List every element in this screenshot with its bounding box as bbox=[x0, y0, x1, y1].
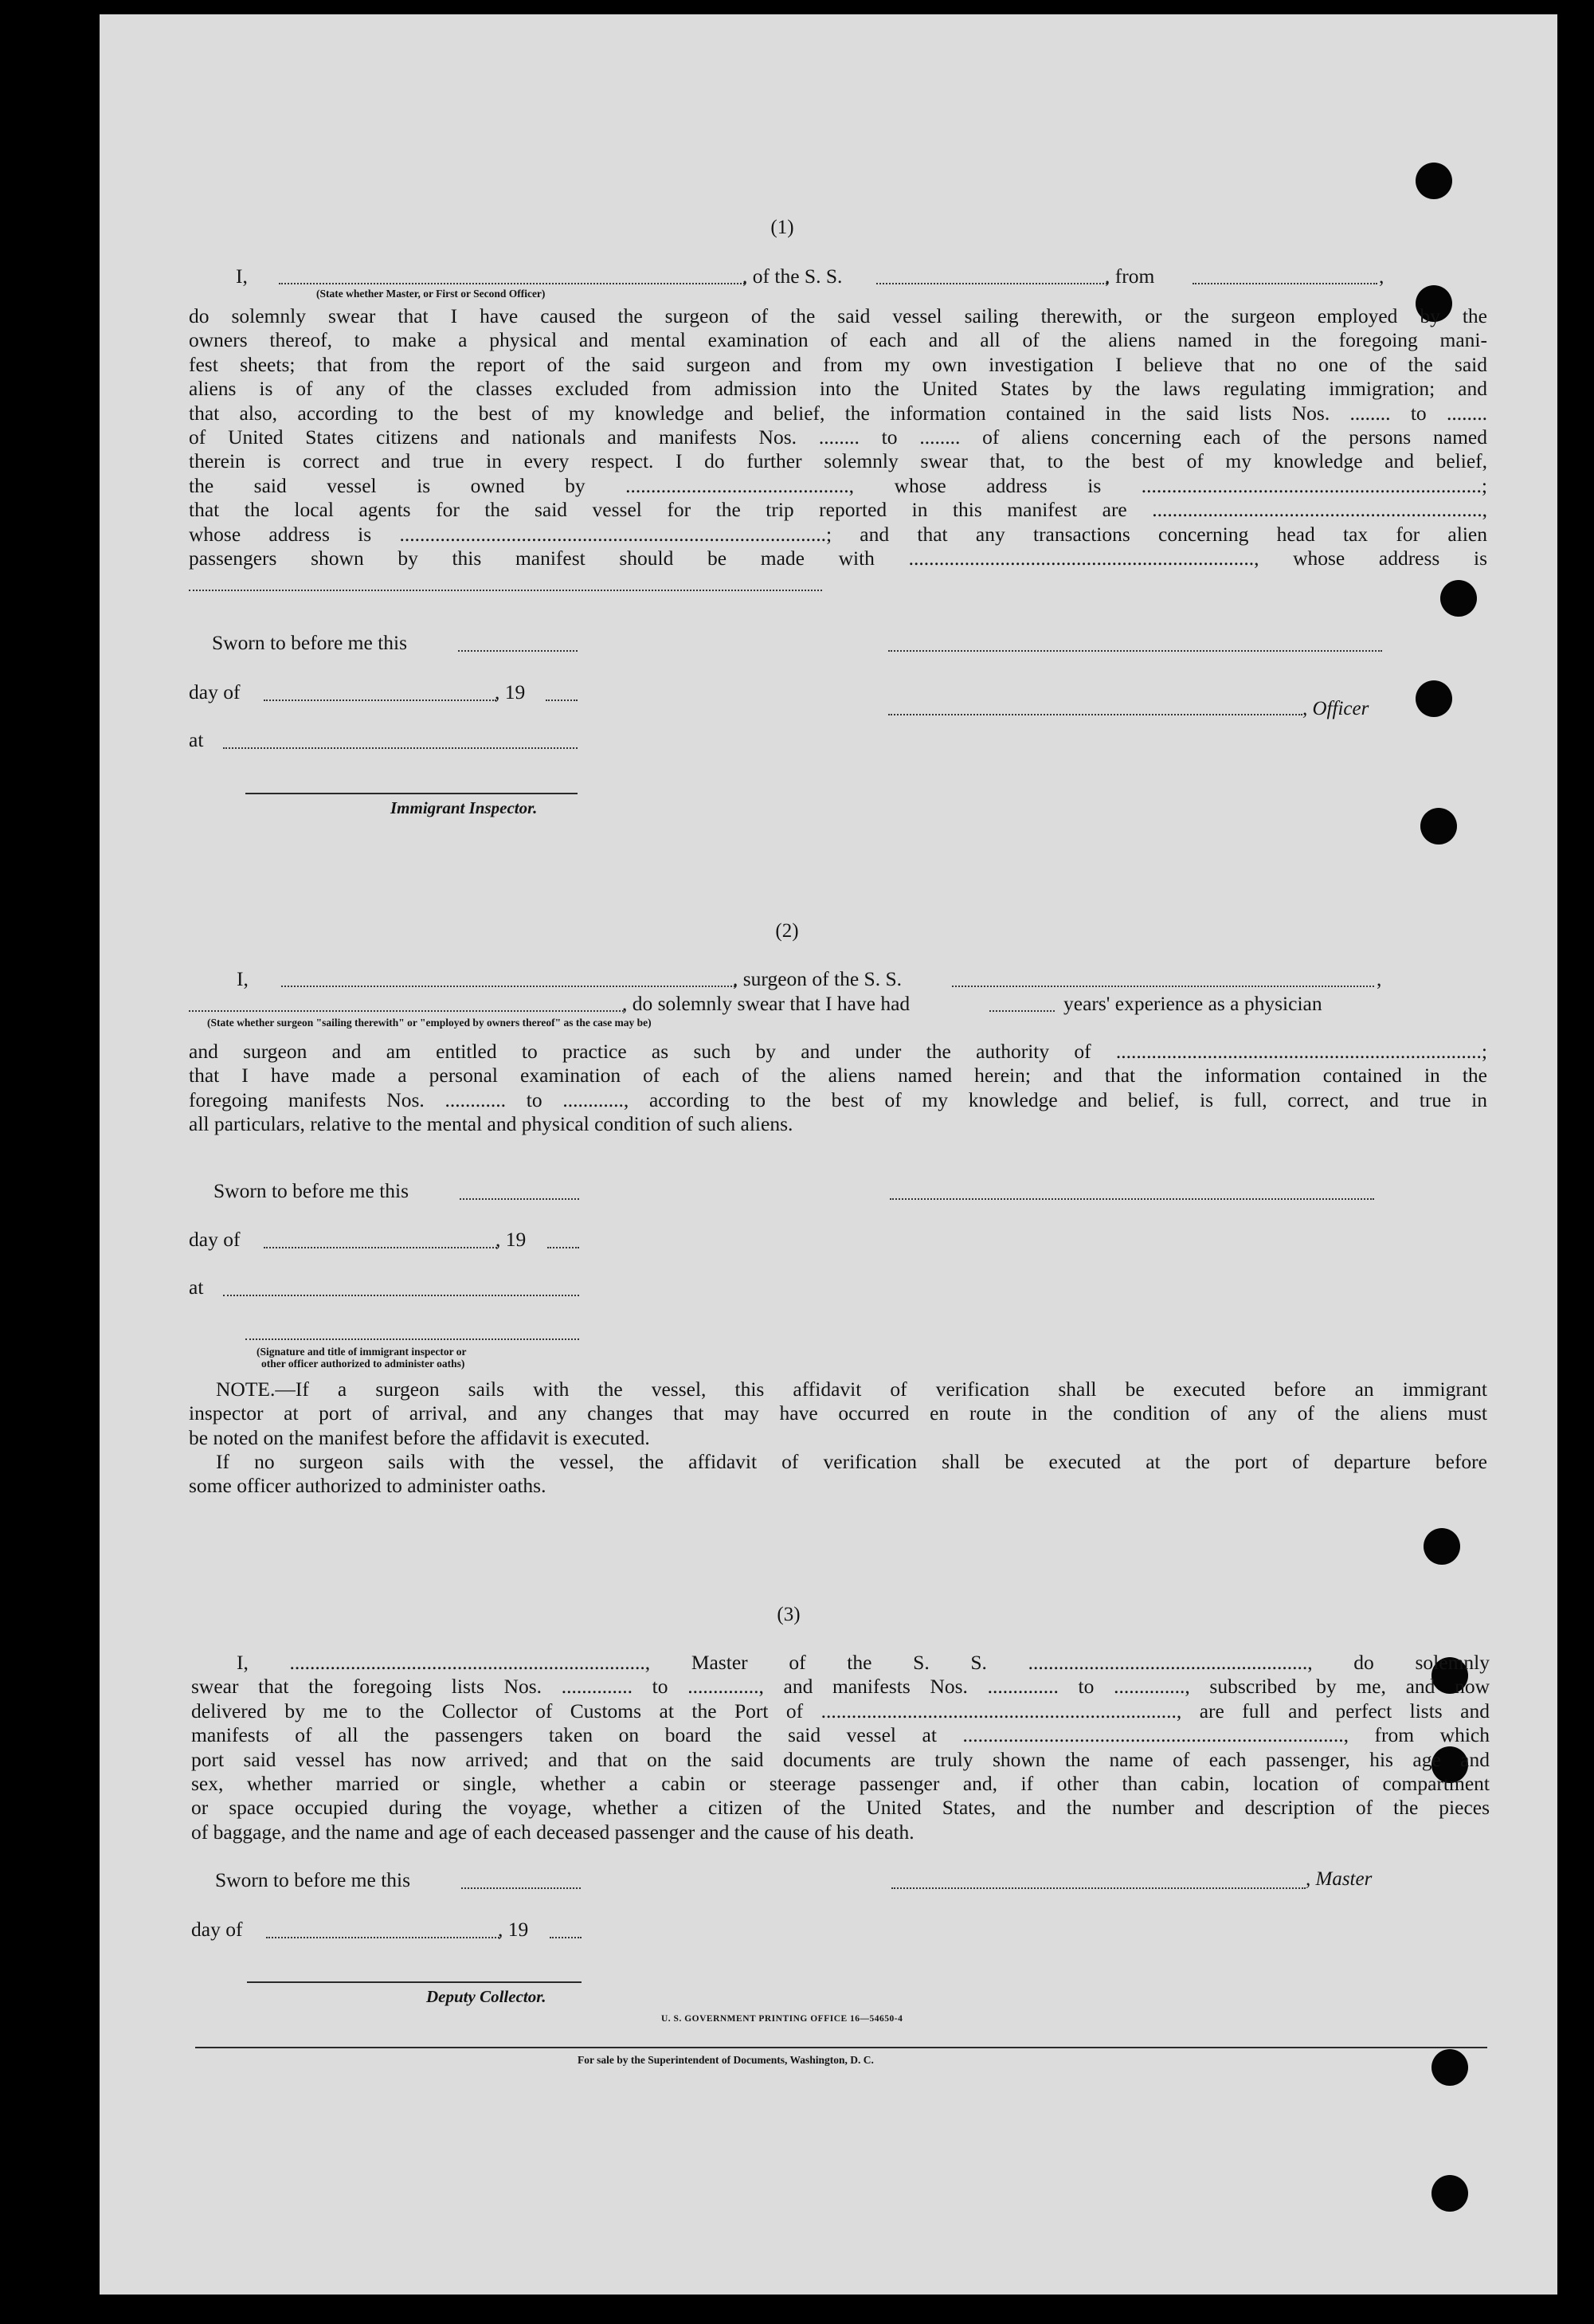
oath-2-surgeon: , surgeon of the S. S. bbox=[733, 967, 903, 990]
oath-1-end: , bbox=[1379, 265, 1384, 288]
oath-1-from: , from bbox=[1105, 265, 1155, 288]
blank-day-3 bbox=[266, 1937, 499, 1938]
blank-day-2 bbox=[264, 1247, 497, 1248]
body-line: foregoing manifests Nos. ............ to ............, according to the best of my knowledge and belief, is full, correct, and true in bbox=[189, 1088, 1487, 1111]
oath-2-body bbox=[189, 1040, 1487, 1137]
body-line: that the local agents for the said vessel for the trip reported in this manifest are ................................................................., bbox=[189, 498, 1487, 522]
body-line: all particulars, relative to the mental and physical condition of such aliens. bbox=[189, 1112, 793, 1136]
oath-2-end: , bbox=[1377, 967, 1382, 990]
blank-place bbox=[223, 747, 578, 749]
body-line: that also, according to the best of my knowledge and belief, the information contained in the said lists Nos. ........ to ........ bbox=[189, 401, 1487, 425]
day-of-label-2: day of bbox=[189, 1228, 241, 1251]
oath-1-body bbox=[189, 304, 1487, 570]
deputy-signature-line bbox=[247, 1981, 582, 1983]
blank-place-2 bbox=[223, 1295, 579, 1296]
deputy-collector-label: Deputy Collector. bbox=[426, 1987, 546, 2006]
body-line: of United States citizens and nationals and manifests Nos. ........ to ........ of aliens concerning each of the persons named bbox=[189, 425, 1487, 449]
body-line: therein is correct and true in every respect. I do further solemnly swear that, to the best of my knowledge and belief, bbox=[189, 449, 1487, 473]
punch-hole bbox=[1431, 2049, 1468, 2086]
blank-surgeon-status bbox=[189, 1010, 624, 1012]
note-line: be noted on the manifest before the affidavit is executed. bbox=[189, 1425, 650, 1449]
blank-vessel-name-2 bbox=[952, 986, 1374, 987]
body-line: sex, whether married or single, whether a cabin or steerage passenger and, if other than cabin, location of compartment bbox=[191, 1772, 1490, 1796]
blank-day bbox=[264, 700, 496, 701]
signature-line-2 bbox=[245, 1338, 579, 1340]
inspector-signature-line bbox=[245, 793, 578, 794]
body-line: manifests of all the passengers taken on board the said vessel at ..........................................................................., from which bbox=[191, 1723, 1490, 1747]
body-line: fest sheets; that from the report of the said surgeon and from my own investigation I believe that no one of the said bbox=[189, 352, 1487, 376]
note-2 bbox=[189, 1450, 1487, 1499]
year-label-2: , 19 bbox=[495, 1228, 527, 1251]
oath-2-I: I, bbox=[237, 967, 249, 990]
year-label-3: , 19 bbox=[498, 1918, 529, 1941]
immigrant-inspector-label: Immigrant Inspector. bbox=[390, 798, 538, 817]
blank-officer-title bbox=[888, 714, 1302, 715]
blank-master-signature bbox=[891, 1887, 1306, 1889]
footer-rule bbox=[195, 2047, 1487, 2048]
oath-3-body bbox=[191, 1651, 1490, 1844]
body-line: delivered by me to the Collector of Customs at the Port of ......................................................................, are full and perfect lists and bbox=[191, 1699, 1490, 1722]
sworn-label-1: Sworn to before me this bbox=[212, 631, 408, 654]
punch-hole bbox=[1424, 1528, 1460, 1565]
signature-caption-line-1: (Signature and title of immigrant inspector or bbox=[257, 1346, 467, 1358]
section-1-heading: (1) bbox=[770, 217, 794, 238]
punch-hole bbox=[1440, 580, 1477, 617]
section-3-heading: (3) bbox=[777, 1604, 801, 1625]
blank-officer-signature bbox=[888, 650, 1382, 652]
printing-office-imprint: U. S. GOVERNMENT PRINTING OFFICE 16—54650-4 bbox=[661, 2014, 903, 2024]
oath-1-I: I, bbox=[236, 265, 248, 288]
blank-years bbox=[989, 1010, 1055, 1012]
sworn-label-3: Sworn to before me this bbox=[215, 1868, 411, 1891]
note-line: If no surgeon sails with the vessel, the affidavit of verification shall be executed at the port of departure before bbox=[216, 1450, 1487, 1473]
blank-surgeon-name bbox=[281, 986, 735, 987]
oath-1-of-ss: , of the S. S. bbox=[742, 265, 843, 288]
blank-surgeon-signature bbox=[890, 1198, 1374, 1200]
officer-caption: (State whether Master, or First or Second Officer) bbox=[316, 288, 546, 300]
signature-caption-line-2: other officer authorized to administer oaths) bbox=[261, 1358, 465, 1370]
body-line: swear that the foregoing lists Nos. .............. to .............., and manifests Nos. .............. to .............., subscribed by me, and now bbox=[191, 1675, 1490, 1699]
oath-2-years: years' experience as a physician bbox=[1063, 992, 1322, 1015]
sworn-label-2: Sworn to before me this bbox=[213, 1179, 409, 1202]
blank-sworn-date bbox=[458, 650, 578, 652]
surgeon-caption: (State whether surgeon "sailing therewith" or "employed by owners thereof" as the case may be) bbox=[207, 1017, 652, 1029]
master-label: , Master bbox=[1306, 1868, 1373, 1890]
blank-address-continued bbox=[189, 590, 822, 591]
body-line: do solemnly swear that I have caused the surgeon of the said vessel sailing therewith, or the surgeon employed by the bbox=[189, 304, 1487, 327]
body-line: or space occupied during the voyage, whether a citizen of the United States, and the number and description of the pieces bbox=[191, 1796, 1490, 1820]
year-label-1: , 19 bbox=[495, 680, 526, 703]
punch-hole bbox=[1416, 163, 1452, 199]
punch-hole bbox=[1431, 2175, 1468, 2212]
body-line: port said vessel has now arrived; and that on the said documents are truly shown the name of each passenger, his age and bbox=[191, 1747, 1490, 1771]
body-line: that I have made a personal examination of each of the aliens named herein; and that the information contained in the bbox=[189, 1064, 1487, 1088]
blank-sworn-date-2 bbox=[460, 1198, 579, 1200]
body-line: aliens is of any of the classes excluded from admission into the United States by the laws regulating immigration; and bbox=[189, 377, 1487, 401]
blank-year-2 bbox=[547, 1247, 579, 1248]
body-line: the said vessel is owned by ............................................, whose address is ...................................................................; bbox=[189, 473, 1487, 497]
body-line: of baggage, and the name and age of each deceased passenger and the cause of his death. bbox=[191, 1820, 914, 1844]
footer-sale-notice: For sale by the Superintendent of Documents, Washington, D. C. bbox=[578, 2054, 874, 2066]
note-line: inspector at port of arrival, and any changes that may have occurred en route in the condition of any of the aliens must bbox=[189, 1401, 1487, 1425]
day-of-label-1: day of bbox=[189, 680, 241, 703]
blank-from-port bbox=[1193, 283, 1377, 284]
blank-year bbox=[546, 700, 578, 701]
at-label-2: at bbox=[189, 1276, 204, 1299]
blank-sworn-date-3 bbox=[461, 1887, 581, 1889]
oath-2-swear: , do solemnly swear that I have had bbox=[622, 992, 911, 1015]
note-1 bbox=[189, 1378, 1487, 1450]
body-line: whose address is ....................................................................................; and that any transactions concerning head tax for alien bbox=[189, 522, 1487, 546]
body-line: and surgeon and am entitled to practice as such by and under the authority of ........................................................................; bbox=[189, 1040, 1487, 1063]
day-of-label-3: day of bbox=[191, 1918, 243, 1941]
note-line: some officer authorized to administer oaths. bbox=[189, 1474, 546, 1498]
body-line: owners thereof, to make a physical and mental examination of each and all of the aliens named in the foregoing mani- bbox=[189, 328, 1487, 352]
blank-year-3 bbox=[550, 1937, 582, 1938]
body-line: passengers shown by this manifest should be made with ...................................................................., whose address is bbox=[189, 547, 1487, 570]
officer-label: , Officer bbox=[1302, 698, 1369, 719]
punch-hole bbox=[1420, 808, 1457, 845]
note-line: NOTE.—If a surgeon sails with the vessel, this affidavit of verification shall be executed before an immigrant bbox=[216, 1378, 1487, 1401]
at-label-1: at bbox=[189, 728, 204, 751]
blank-officer-name bbox=[279, 283, 745, 284]
body-line: I, ......................................................................, Master of the S. S. ......................................................., do solemnly bbox=[237, 1651, 1490, 1674]
punch-hole bbox=[1416, 680, 1452, 717]
manifest-page bbox=[100, 14, 1557, 2295]
section-2-heading: (2) bbox=[775, 920, 799, 942]
blank-vessel-name bbox=[876, 283, 1107, 284]
